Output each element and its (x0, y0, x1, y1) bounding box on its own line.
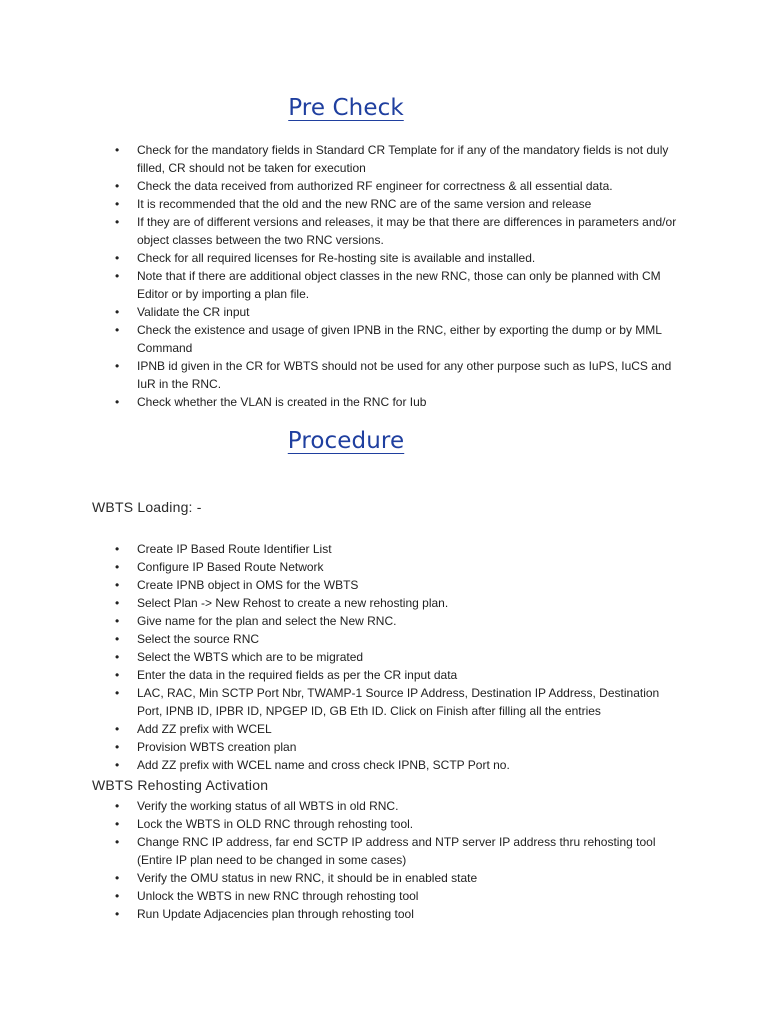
list-item: • Verify the OMU status in new RNC, it should be in enabled state (0, 869, 677, 887)
wbts-rehosting-activation-heading: WBTS Rehosting Activation (92, 777, 269, 793)
list-item: • Add ZZ prefix with WCEL name and cross check IPNB, SCTP Port no. (0, 756, 677, 774)
list-item: • Unlock the WBTS in new RNC through rehosting tool (0, 887, 677, 905)
precheck-heading (0, 95, 692, 121)
list-item: • Check the existence and usage of given IPNB in the RNC, either by exporting the dump or by MML Command (0, 321, 677, 357)
wbts-loading-list (0, 540, 677, 774)
wbts-loading-heading: WBTS Loading: - (92, 499, 202, 515)
list-item: • Enter the data in the required fields as per the CR input data (0, 666, 677, 684)
list-item: • Provision WBTS creation plan (0, 738, 677, 756)
list-item: • Create IP Based Route Identifier List (0, 540, 677, 558)
list-item: • IPNB id given in the CR for WBTS should not be used for any other purpose such as IuPS, IuCS and IuR in the RNC. (0, 357, 677, 393)
list-item: • LAC, RAC, Min SCTP Port Nbr, TWAMP-1 Source IP Address, Destination IP Address, Destination Port, IPNB ID, IPBR ID, NPGEP ID, GB Eth ID. Click on Finish after filling all the entries (0, 684, 677, 720)
list-item: • Lock the WBTS in OLD RNC through rehosting tool. (0, 815, 677, 833)
list-item: • Verify the working status of all WBTS in old RNC. (0, 797, 677, 815)
list-item: • If they are of different versions and releases, it may be that there are differences in parameters and/or object classes between the two RNC versions. (0, 213, 677, 249)
list-item: • Create IPNB object in OMS for the WBTS (0, 576, 677, 594)
list-item: • Check for all required licenses for Re-hosting site is available and installed. (0, 249, 677, 267)
procedure-heading-text: Procedure (287, 428, 405, 454)
precheck-heading-text: Pre Check (288, 95, 404, 121)
precheck-list (0, 141, 677, 411)
list-item: • Run Update Adjacencies plan through rehosting tool (0, 905, 677, 923)
list-item: • Note that if there are additional object classes in the new RNC, those can only be planned with CM Editor or by importing a plan file. (0, 267, 677, 303)
list-item: • Check for the mandatory fields in Standard CR Template for if any of the mandatory fields is not duly filled, CR should not be taken for execution (0, 141, 677, 177)
list-item: • Check whether the VLAN is created in the RNC for Iub (0, 393, 677, 411)
procedure-heading (0, 428, 692, 454)
list-item: • Validate the CR input (0, 303, 677, 321)
list-item: • Select the WBTS which are to be migrated (0, 648, 677, 666)
list-item: • Configure IP Based Route Network (0, 558, 677, 576)
list-item: • Give name for the plan and select the New RNC. (0, 612, 677, 630)
wbts-rehosting-activation-list (0, 797, 677, 923)
list-item: • Select Plan -> New Rehost to create a new rehosting plan. (0, 594, 677, 612)
list-item: • It is recommended that the old and the new RNC are of the same version and release (0, 195, 677, 213)
list-item: • Change RNC IP address, far end SCTP IP address and NTP server IP address thru rehosting tool (Entire IP plan need to be changed in some cases) (0, 833, 677, 869)
list-item: • Add ZZ prefix with WCEL (0, 720, 677, 738)
list-item: • Select the source RNC (0, 630, 677, 648)
list-item: • Check the data received from authorized RF engineer for correctness & all essential data. (0, 177, 677, 195)
